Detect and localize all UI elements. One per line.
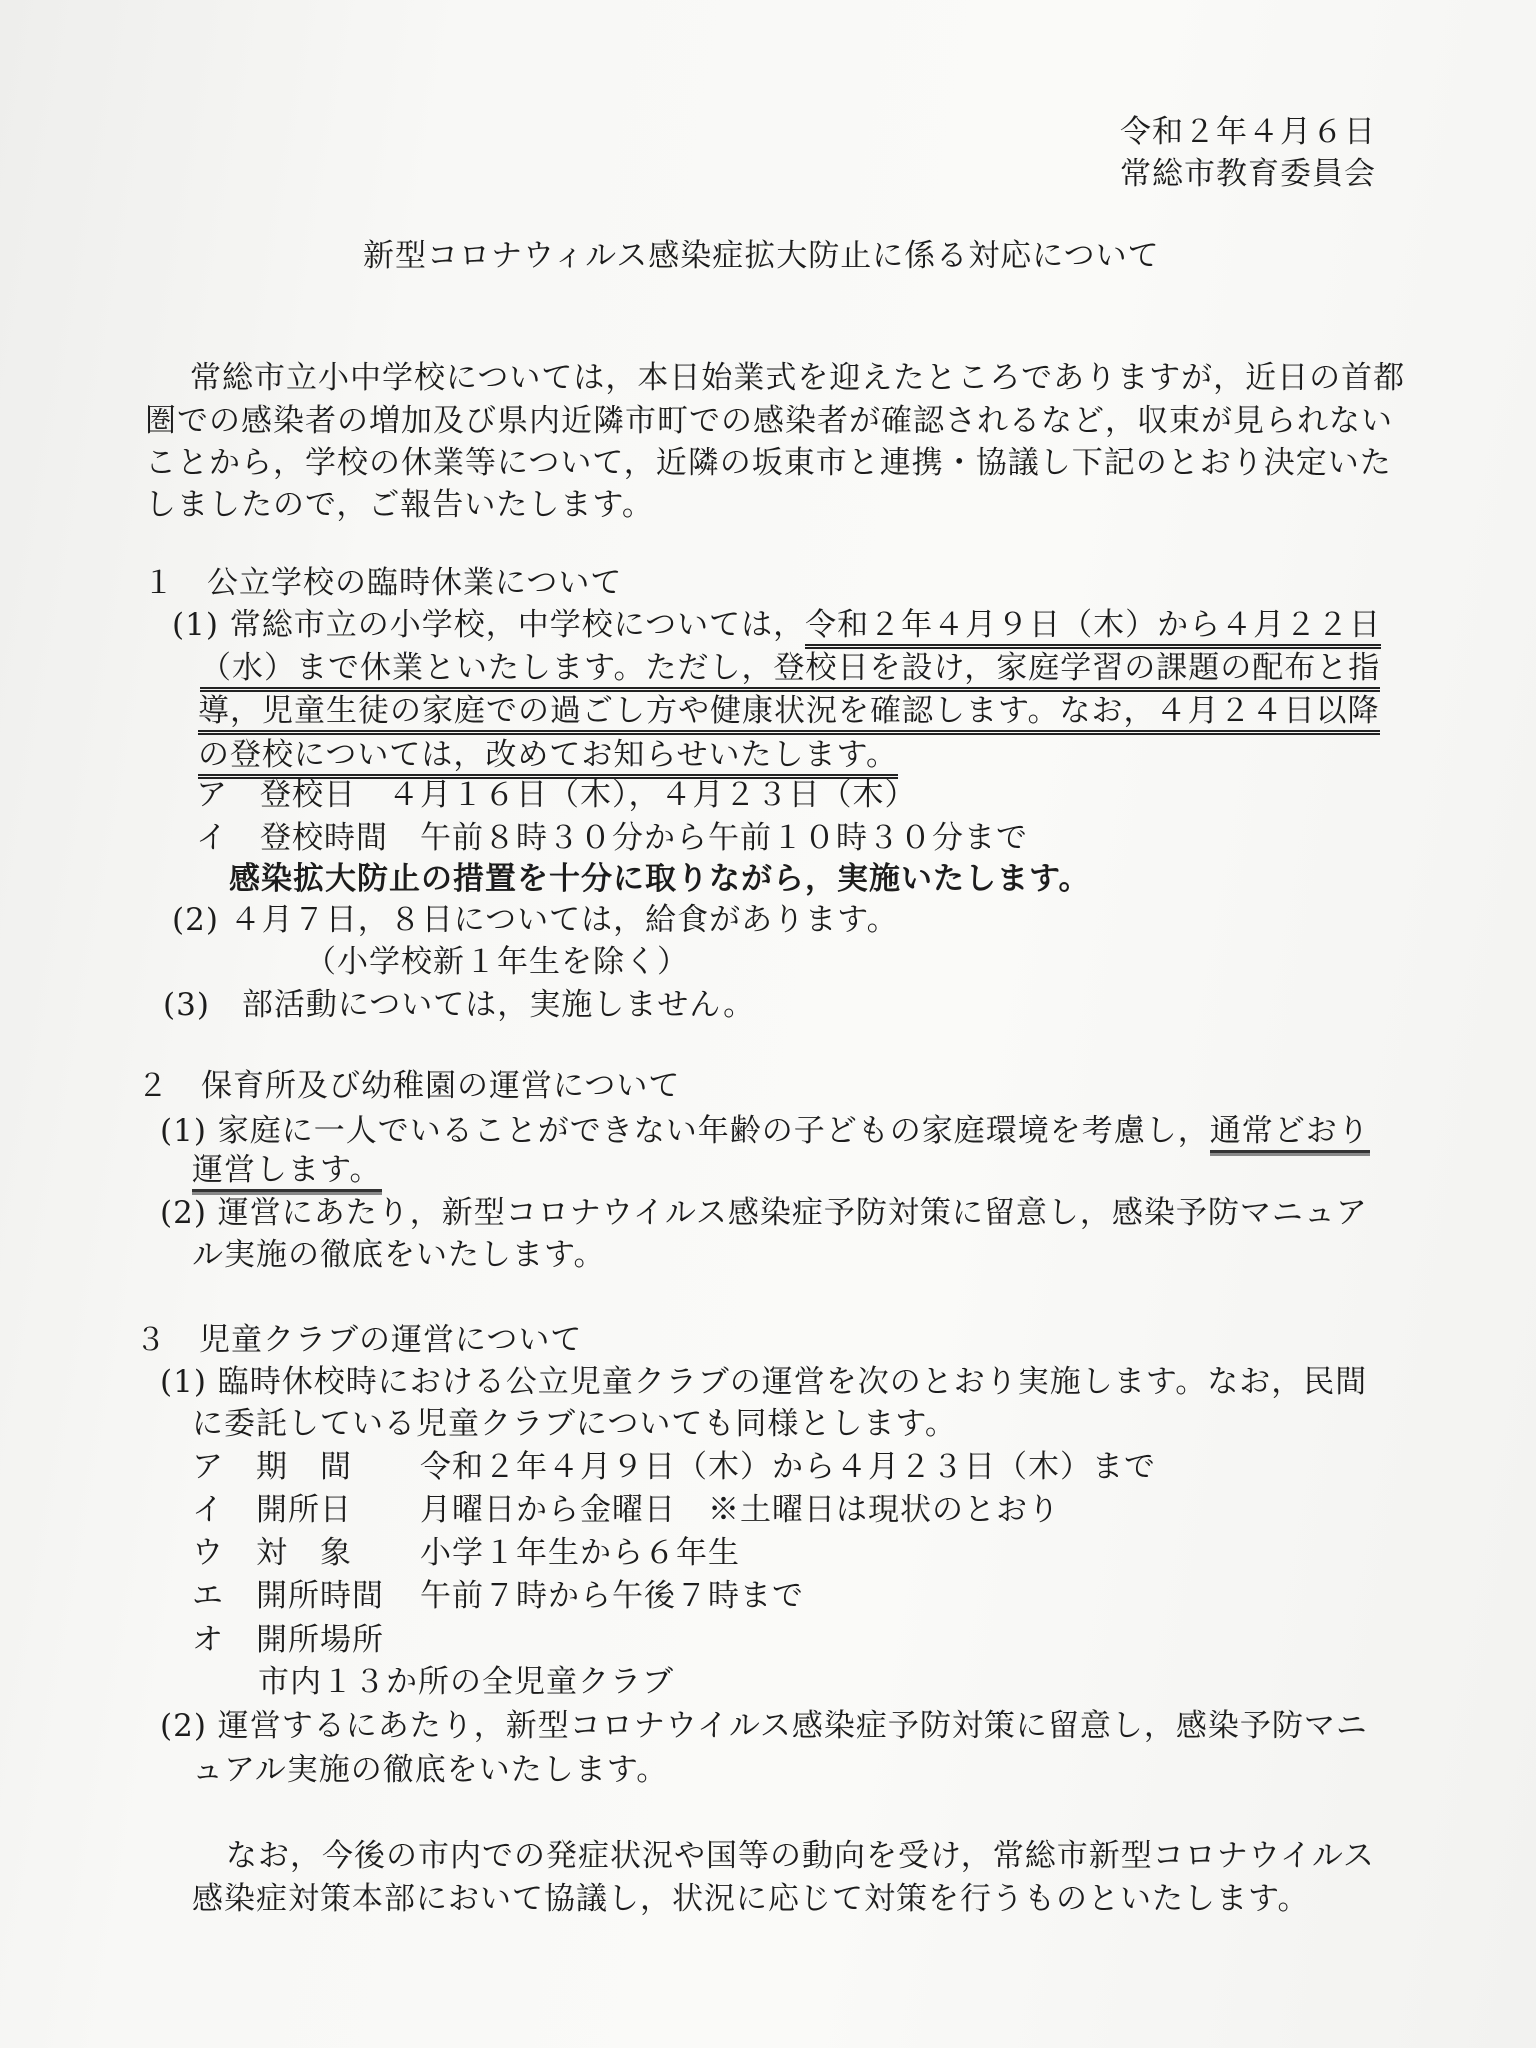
- closing-line: なお，今後の市内での発症状況や国等の動向を受け，常総市新型コロナウイルス: [226, 1838, 1375, 1874]
- intro-line: 常総市立小中学校については，本日始業式を迎えたところでありますが，近日の首都: [190, 360, 1406, 396]
- section1-item3: (3) 部活動については，実施しません。: [163, 987, 756, 1023]
- section3-row-key: イ 開所日: [192, 1492, 352, 1528]
- section1-item1-underlined-dates: 令和２年４月９日（木）から４月２２日: [805, 607, 1381, 649]
- section2-heading: ２ 保育所及び幼稚園の運営について: [137, 1068, 681, 1104]
- section3-row-value: 小学１年生から６年生: [420, 1535, 740, 1571]
- closing-line: 感染症対策本部において協議し，状況に応じて対策を行うものといたします。: [192, 1881, 1310, 1917]
- section1-school-days: ア 登校日 ４月１６日（木），４月２３日（木）: [196, 777, 917, 813]
- section3-item2-line1: (2) 運営するにあたり，新型コロナウイルス感染症予防対策に留意し，感染予防マニ: [160, 1708, 1368, 1744]
- section2-item1-line1: (1) 家庭に一人でいることができない年齢の子どもの家庭環境を考慮し，通常どおり: [160, 1111, 1370, 1151]
- issuer-name: 常総市教育委員会: [1120, 156, 1376, 192]
- section2-item2-line2: ル実施の徹底をいたします。: [192, 1237, 606, 1273]
- intro-line: ことから，学校の休業等について，近隣の坂東市と連携・協議し下記のとおり決定いた: [145, 445, 1392, 481]
- section1-heading: １ 公立学校の臨時休業について: [143, 565, 623, 601]
- section1-item1-line3: 導，児童生徒の家庭での過ごし方や健康状況を確認します。なお，４月２４日以降: [198, 691, 1380, 731]
- section1-item1-line4: の登校については，改めてお知らせいたします。: [198, 735, 898, 775]
- section2-item1-line2: 運営します。: [192, 1150, 382, 1190]
- section1-school-hours: イ 登校時間 午前８時３０分から午前１０時３０分まで: [196, 820, 1028, 856]
- section3-row-key: オ 開所場所: [192, 1622, 384, 1658]
- section3-item1-line2: に委託している児童クラブについても同様とします。: [192, 1406, 957, 1442]
- section2-item2-line1: (2) 運営にあたり，新型コロナウイルス感染症予防対策に留意し，感染予防マニュア: [160, 1195, 1368, 1231]
- section2-underlined-normal: 通常どおり: [1210, 1113, 1370, 1153]
- section3-row-value: 月曜日から金曜日 ※土曜日は現状のとおり: [420, 1492, 1060, 1528]
- section3-row-value: 午前７時から午後７時まで: [420, 1578, 804, 1614]
- section3-row-key: ア 期 間: [192, 1449, 352, 1485]
- section1-item2-note: （小学校新１年生を除く）: [305, 944, 689, 980]
- intro-line: しましたので，ご報告いたします。: [145, 487, 654, 523]
- section1-item1-line1: [172, 605, 1381, 645]
- section3-item2-line2: ュアル実施の徹底をいたします。: [192, 1752, 669, 1788]
- section3-location: 市内１３か所の全児童クラブ: [258, 1664, 674, 1700]
- section3-row-key: ウ 対 象: [192, 1535, 352, 1571]
- document-title: 新型コロナウィルス感染症拡大防止に係る対応について: [363, 238, 1160, 274]
- section1-safety-note: 感染拡大防止の措置を十分に取りながら，実施いたします。: [229, 861, 1091, 897]
- section1-item2: (2) ４月７日，８日については，給食があります。: [172, 902, 899, 938]
- section3-heading: ３ 児童クラブの運営について: [135, 1322, 583, 1358]
- section3-row-value: 令和２年４月９日（木）から４月２３日（木）まで: [420, 1449, 1156, 1485]
- document-date: 令和２年４月６日: [1120, 114, 1376, 150]
- section1-item1-line2: （水）まで休業といたします。ただし，登校日を設け，家庭学習の課題の配布と指: [200, 648, 1380, 688]
- section1-item1-prefix: (1) 常総市立の小学校，中学校については，: [172, 607, 806, 643]
- section3-item1-line1: (1) 臨時休校時における公立児童クラブの運営を次のとおり実施します。なお，民間: [160, 1364, 1368, 1400]
- intro-line: 圏での感染者の増加及び県内近隣市町での感染者が確認されるなど，収束が見られない: [145, 403, 1393, 439]
- section3-row-key: エ 開所時間: [192, 1578, 384, 1614]
